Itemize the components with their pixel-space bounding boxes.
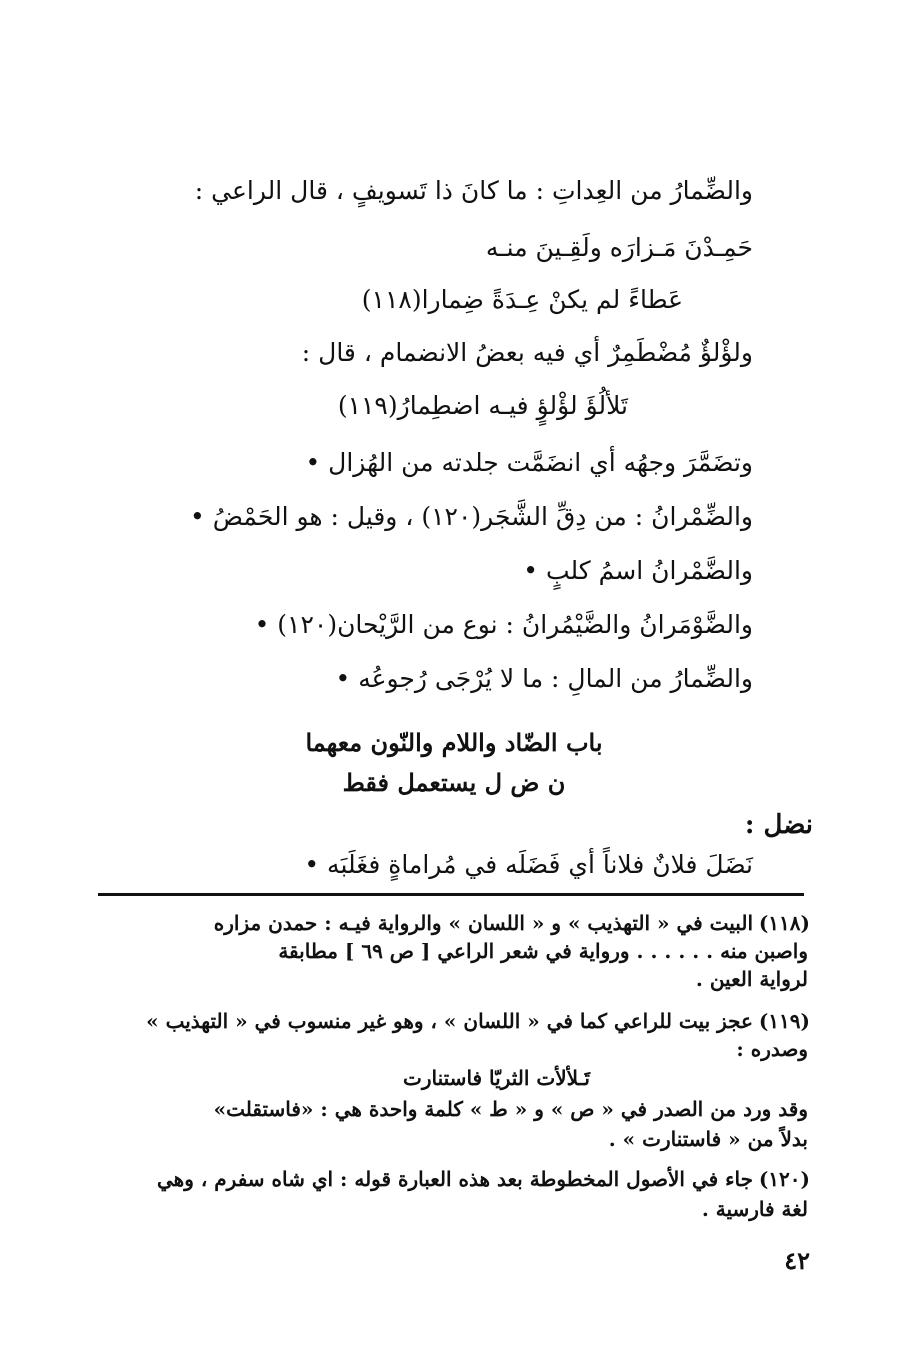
footnote-118-line-1: البيت في « التهذيب » و « اللسان » والرواية فيـه : حمدن مزاره — [213, 911, 753, 935]
footnote-119-number: (١١٩) — [758, 1009, 810, 1033]
body-line-5: والضَّمْرانُ اسمُ كلبٍ • — [523, 556, 753, 585]
chapter-subheading: ن ض ل يستعمل فقط — [342, 768, 566, 797]
footnote-119-line-1: عجز بيت للراعي كما في « اللسان » ، وهو غير منسوب في « التهذيب » — [146, 1009, 753, 1033]
section-line: نَضَلَ فلانٌ فلاناً أي فَضَلَه في مُراماةٍ فغَلَبَه • — [304, 850, 753, 879]
footnote-118-number: (١١٨) — [758, 911, 810, 935]
footnote-divider — [98, 893, 804, 896]
body-line-2: ولؤْلؤٌ مُضْطَمِرٌ أي فيه بعضُ الانضمام ، قال : — [301, 338, 753, 367]
body-line-1: والضِّمارُ من العِداتِ : ما كانَ ذا تَسويفٍ ، قال الراعي : — [194, 176, 753, 205]
page-number: ٤٢ — [784, 1246, 810, 1275]
body-line-3: وتضَمَّرَ وجهُه أي انضَمَّت جلدته من الهُزال • — [305, 448, 753, 477]
footnote-119-verse: تَـلألأت الثريّا فاستنارت — [403, 1066, 590, 1090]
section-label: نضل : — [744, 810, 813, 840]
footnote-118-line-3: لرواية العين . — [695, 967, 808, 991]
footnote-120-line-2: لغة فارسية . — [701, 1197, 808, 1221]
footnote-119-line-3: وقد ورد من الصدر في « ص » و « ط » كلمة واحدة هي : «فاستقلت» — [213, 1097, 808, 1121]
verse-line-2: عَطاءً لم يكنْ عِـدَةً ضِمارا(١١٨) — [361, 285, 683, 314]
body-line-4: والضِّمْرانُ : من دِقِّ الشَّجَر(١٢٠) ، وقيل : هو الحَمْضُ • — [190, 502, 753, 531]
verse-line-1: حَمِـدْنَ مَـزارَه ولَقِـينَ منـه — [485, 233, 753, 262]
footnote-119-line-2: وصدره : — [736, 1037, 808, 1061]
body-line-6: والضَّوْمَرانُ والضَّيْمُرانُ : نوع من الرَّيْحان(١٢٠) • — [254, 610, 753, 639]
chapter-heading: باب الضّاد واللام والنّون معهما — [305, 728, 603, 757]
footnote-120-line-1: جاء في الأصول المخطوطة بعد هذه العبارة قوله : اي شاه سفرم ، وهي — [157, 1167, 753, 1191]
footnote-120-number: (١٢٠) — [758, 1167, 810, 1191]
verse-line-3: تَلألُؤَ لؤْلؤٍ فيـه اضطِمارُ(١١٩) — [337, 391, 628, 420]
body-line-7: والضِّمارُ من المالِ : ما لا يُرْجَى رُجوعُه • — [335, 664, 753, 693]
footnote-118-line-2: واصبن منه . . . . . . ورواية في شعر الراعي [ ص ٦٩ ] مطابقة — [278, 939, 808, 963]
footnote-119-line-4: بدلاً من « فاستنارت » . — [608, 1127, 808, 1151]
